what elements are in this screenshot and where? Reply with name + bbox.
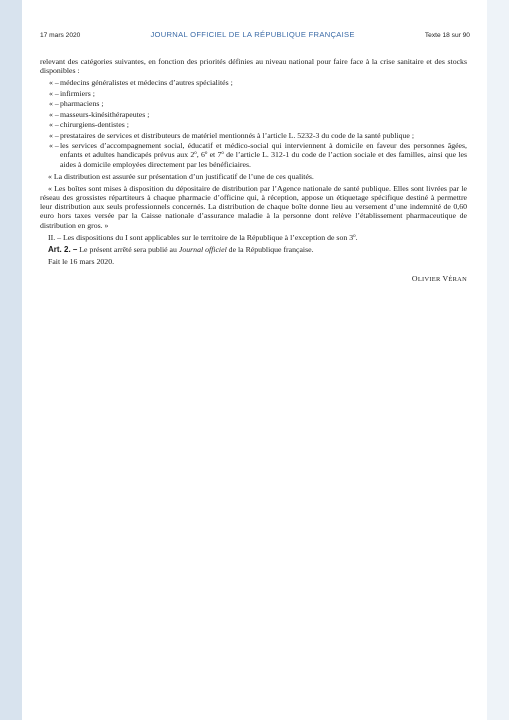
list-item: « – prestataires de services et distributeurs de matériel mentionnés à l’article L. 5232-3 du code de la santé publique ; bbox=[49, 130, 414, 140]
header-journal-title: JOURNAL OFFICIEL DE LA RÉPUBLIQUE FRANÇAISE bbox=[150, 30, 355, 39]
list-marker: « – bbox=[49, 120, 59, 130]
fait-le-date: Fait le 16 mars 2020. bbox=[48, 256, 115, 266]
list-marker: « – bbox=[49, 78, 59, 88]
signature: OLIVIER VÉRAN bbox=[411, 273, 467, 283]
document-body bbox=[40, 57, 467, 284]
list-marker: « – bbox=[49, 130, 59, 140]
article-2-paragraph: Art. 2. – Le présent arrêté sera publié au Journal officiel de la République française. bbox=[48, 244, 314, 254]
intro-paragraph: relevant des catégories suivantes, en fonction des priorités définies au niveau national pour faire face à la crise sanitaire et des stocks disponibles : bbox=[40, 57, 467, 76]
distribution-paragraph: « La distribution est assurée sur présentation d’un justificatif de l’une de ces qualités. bbox=[48, 171, 314, 181]
list-marker: « – bbox=[49, 141, 59, 151]
left-margin-band bbox=[0, 0, 22, 720]
list-item: « – chirurgiens-dentistes ; bbox=[49, 120, 129, 130]
list-item: « – infirmiers ; bbox=[49, 88, 95, 98]
list-item: « – masseurs-kinésithérapeutes ; bbox=[49, 109, 150, 119]
article-2-label: Art. 2. – bbox=[48, 244, 78, 254]
list-marker: « – bbox=[49, 109, 59, 119]
header-page-number: Texte 18 sur 90 bbox=[424, 32, 470, 39]
list-item: « – pharmaciens ; bbox=[49, 99, 104, 109]
profession-list bbox=[40, 78, 467, 169]
list-marker: « – bbox=[49, 99, 59, 109]
list-item: « – les services d’accompagnement social, éducatif et médico-social qui interviennent à domicile en faveur des personnes âgées, enfants et adultes handicapés prévus aux 2$^o$, 6$^o$ et 7$^o$ de l’article L. 312-1 du code de l’action sociale et des familles, ainsi que les aides à domicile employées directement par les bénéficiaires. bbox=[49, 141, 467, 169]
section-ii-paragraph: II. – Les dispositions du I sont applicables sur le territoire de la République à l’exception de son 3$^o$. bbox=[48, 232, 358, 242]
boites-paragraph: « Les boîtes sont mises à disposition du dépositaire de distribution par l’Agence nationale de santé publique. Elles sont livrées par le réseau des grossistes répartiteurs à chaque pharmacie d’officine qui, à réception, appose un étiquetage spécifique destiné à permettre leur distribution aux seuls professionnels concernés. La distribution de chaque boîte donne lieu au versement d’une indemnité de 0,60 euro hors taxes versée par la Caisse nationale d’assurance maladie à la personne dont relève l’établissement pharmaceutique de distribution en gros. » bbox=[40, 183, 467, 230]
header-date: 17 mars 2020 bbox=[40, 32, 81, 39]
right-margin-band bbox=[487, 0, 509, 720]
list-marker: « – bbox=[49, 88, 59, 98]
list-item: « – médecins généralistes et médecins d’autres spécialités ; bbox=[49, 78, 233, 88]
journal-officiel-italic: Journal officiel bbox=[178, 244, 227, 254]
page-header bbox=[40, 30, 470, 39]
